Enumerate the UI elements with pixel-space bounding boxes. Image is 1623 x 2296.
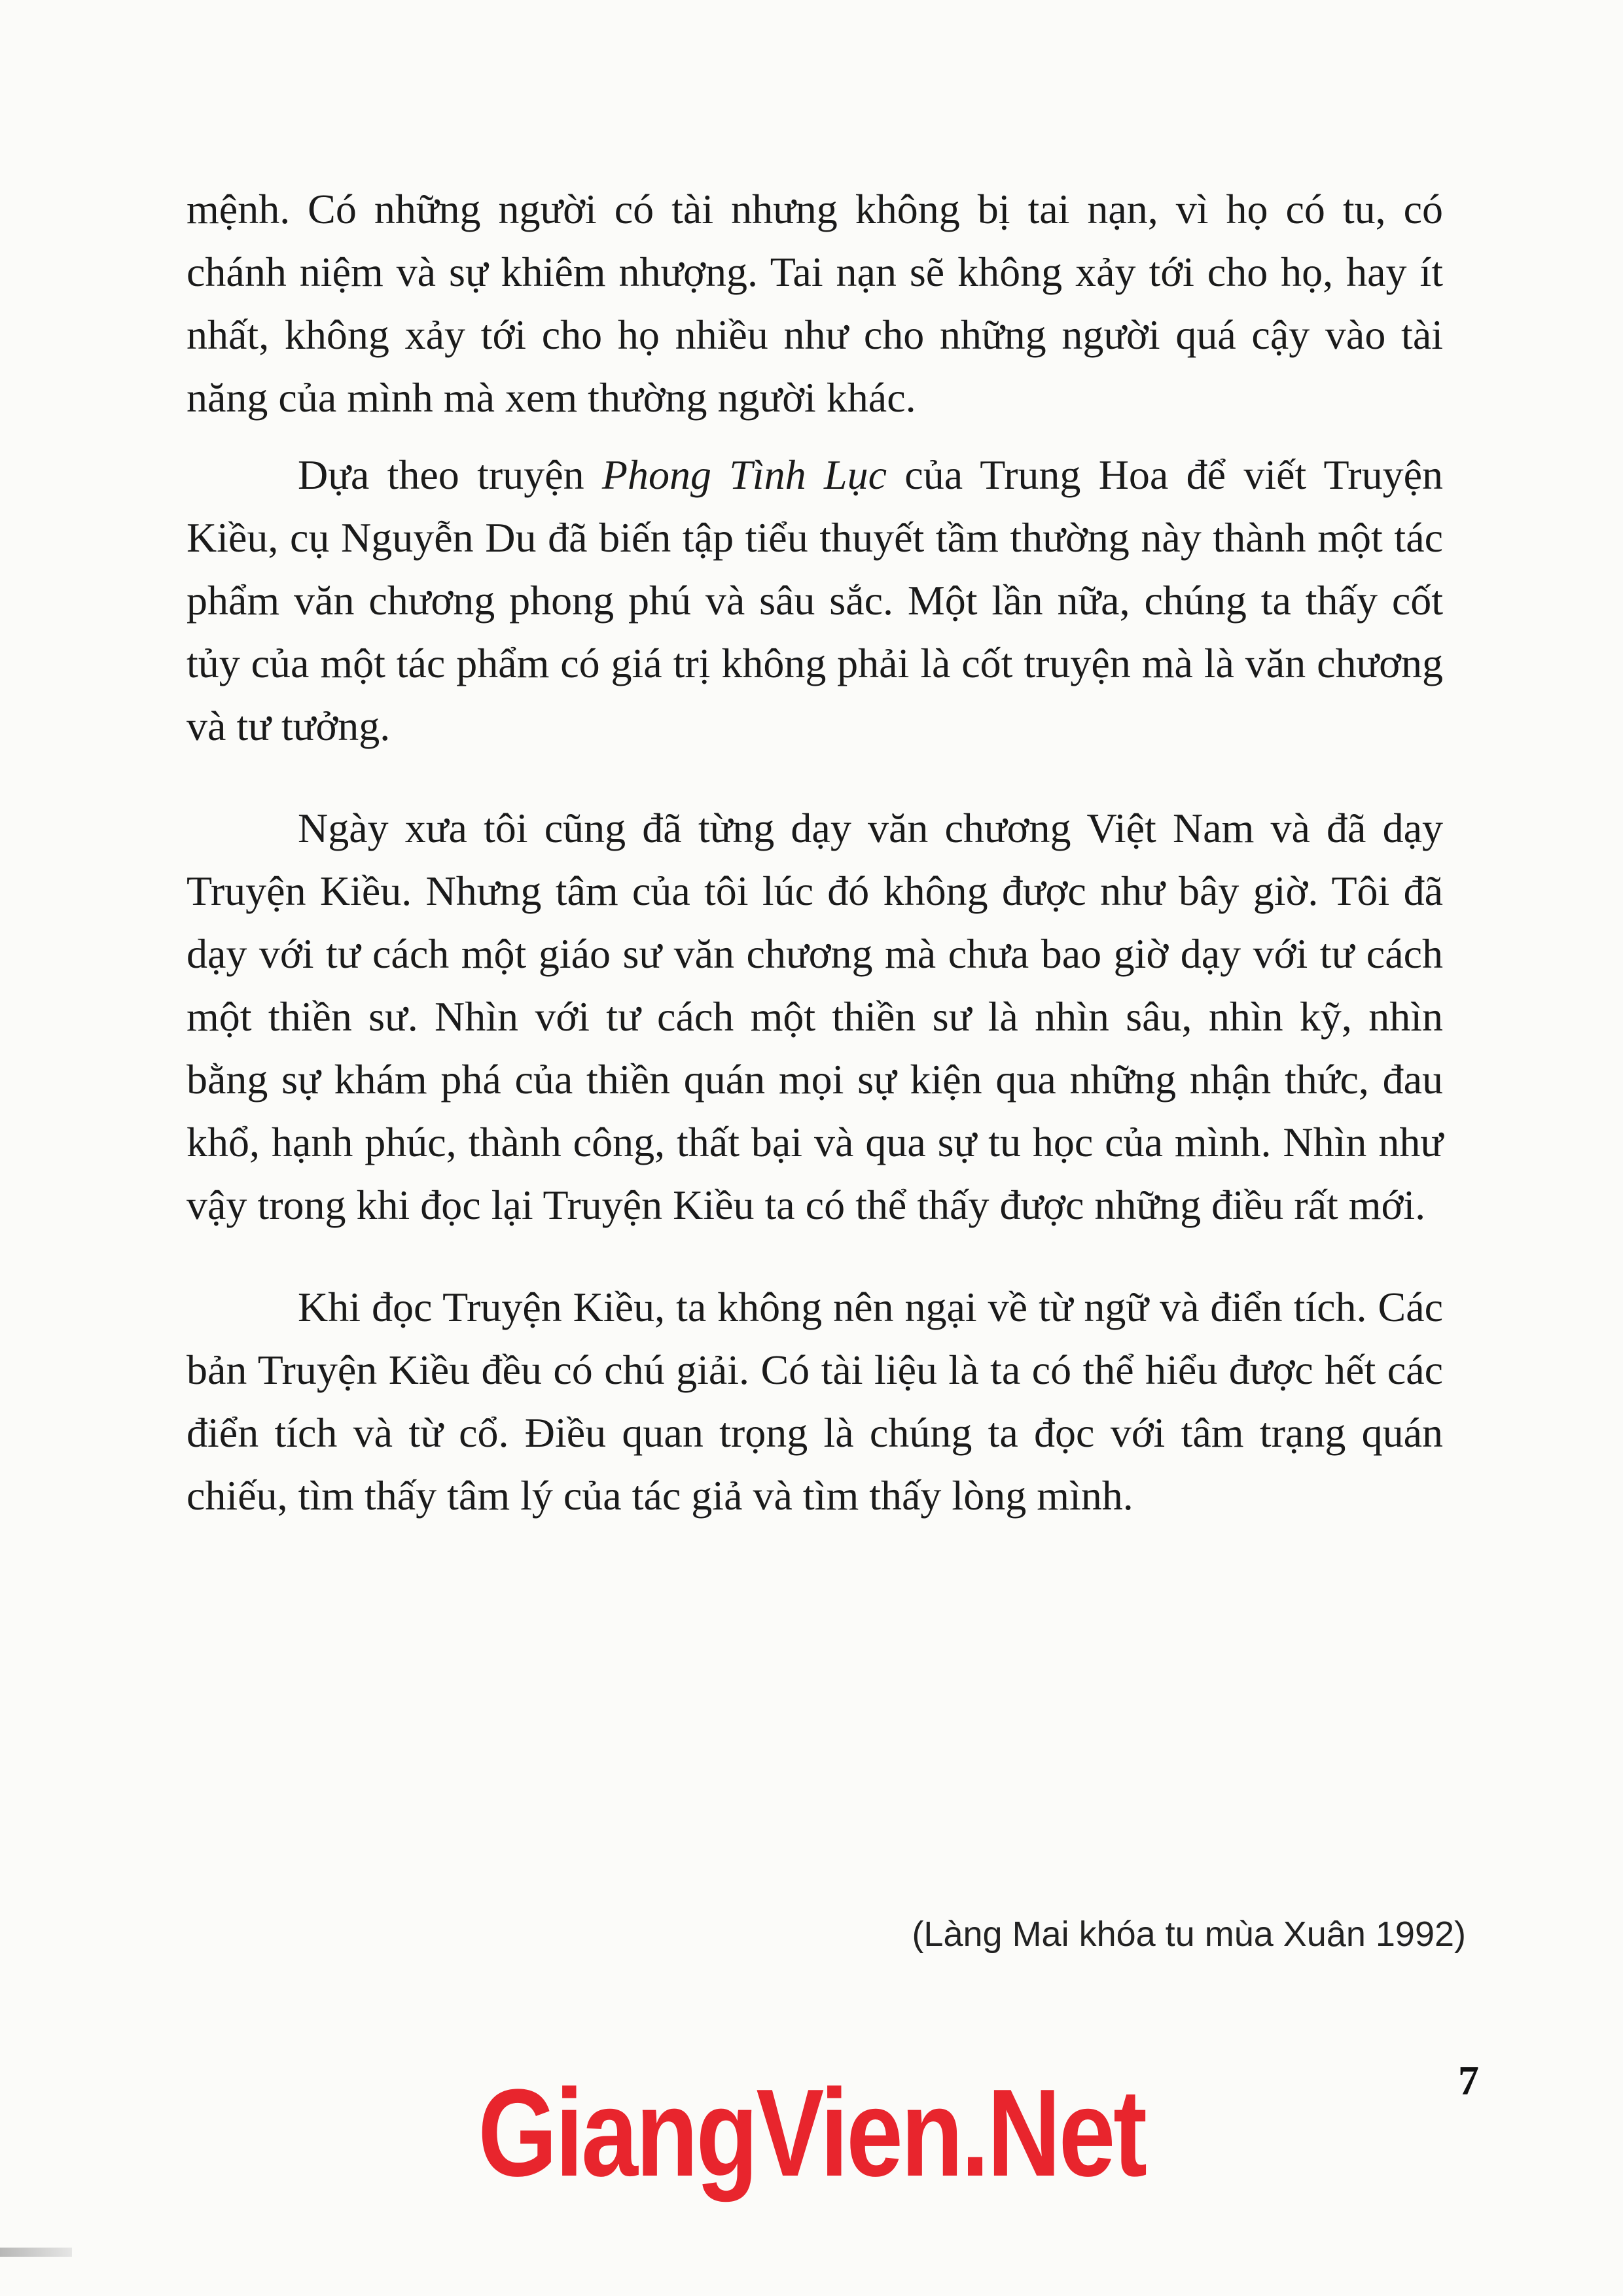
page-number: 7 — [1458, 2057, 1479, 2104]
paragraph-2-text-start: Dựa theo truyện — [298, 451, 602, 498]
paragraph-3-text: Ngày xưa tôi cũng đã từng dạy văn chương Việt Nam và đã dạy Truyện Kiều. Nhưng tâm của tôi lúc đó không được như bây giờ. Tôi đã dạy với tư cách một giáo sư văn chương mà chưa bao giờ dạy với tư cách một thiền sư. Nhìn với tư cách một thiền sư là nhìn sâu, nhìn kỹ, nhìn bằng sự khám phá của thiền quán mọi sự kiện qua những nhận thức, đau khổ, hạnh phúc, thành công, thất bại và qua sự tu học của mình. Nhìn như vậy trong khi đọc lại Truyện Kiều ta có thể thấy được những điều rất mới. — [187, 805, 1443, 1228]
book-title-italic: Phong Tình Lục — [601, 451, 887, 498]
scan-edge-mark — [0, 2248, 72, 2257]
paragraph-2 — [187, 444, 1443, 758]
page-body — [187, 178, 1443, 1527]
paragraph-1 — [187, 178, 1443, 429]
paragraph-4 — [187, 1276, 1443, 1527]
paragraph-2-text-end: của Trung Hoa để viết Truyện Kiều, cụ Nguyễn Du đã biến tập tiểu thuyết tầm thường này thành một tác phẩm văn chương phong phú và sâu sắc. Một lần nữa, chúng ta thấy cốt tủy của một tác phẩm có giá trị không phải là cốt truyện mà là văn chương và tư tưởng. — [187, 451, 1444, 749]
watermark-logo: GiangVien.Net — [478, 2064, 1145, 2202]
paragraph-3 — [187, 797, 1443, 1237]
paragraph-4-text: Khi đọc Truyện Kiều, ta không nên ngại về từ ngữ và điển tích. Các bản Truyện Kiều đều có chú giải. Có tài liệu là ta có thể hiểu được hết các điển tích và từ cổ. Điều quan trọng là chúng ta đọc với tâm trạng quán chiếu, tìm thấy tâm lý của tác giả và tìm thấy lòng mình. — [187, 1284, 1443, 1519]
paragraph-1-text: mệnh. Có những người có tài nhưng không bị tai nạn, vì họ có tu, có chánh niệm và sự khiêm nhượng. Tai nạn sẽ không xảy tới cho họ, hay ít nhất, không xảy tới cho họ nhiều như cho những người quá cậy vào tài năng của mình mà xem thường người khác. — [187, 186, 1443, 421]
attribution: (Làng Mai khóa tu mùa Xuân 1992) — [912, 1915, 1466, 1954]
